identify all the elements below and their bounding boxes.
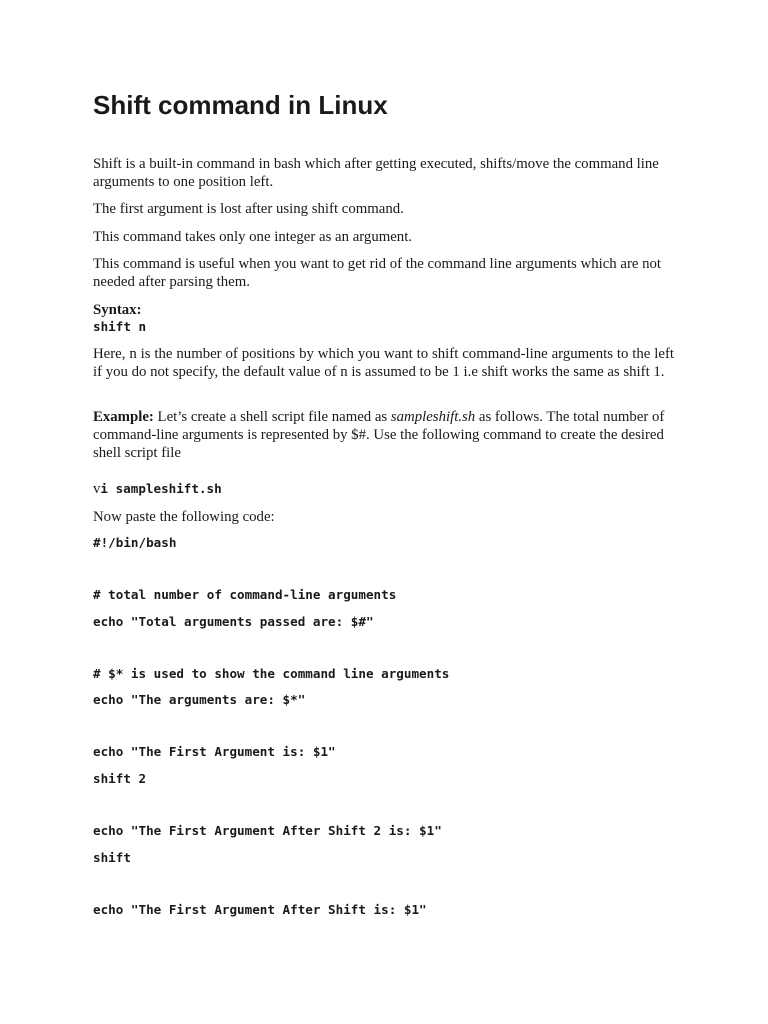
intro-paragraph-3: This command takes only one integer as an argument.: [93, 229, 413, 245]
example-paragraph: [93, 408, 674, 462]
code-line-echo-first: echo "The First Argument is: $1": [93, 744, 336, 759]
code-line-echo-total: echo "Total arguments passed are: $#": [93, 614, 374, 629]
code-line-shift: shift: [93, 850, 131, 865]
code-line-echo-after-shift-2: echo "The First Argument After Shift 2 is: $1": [93, 823, 442, 838]
page-title: Shift command in Linux: [93, 90, 388, 120]
vi-command-prefix: v: [93, 481, 101, 497]
example-text-before: Let’s create a shell script file named as: [153, 409, 391, 425]
code-line-echo-args: echo "The arguments are: $*": [93, 692, 306, 707]
code-line-echo-after-shift: echo "The First Argument After Shift is: $1": [93, 902, 427, 917]
example-text-after: as follows. The total number of command-line arguments is represented by $#. Use the following command to create the desired shell script file: [93, 409, 665, 461]
vi-command-rest: i sampleshift.sh: [100, 481, 222, 496]
code-line-comment-args: # $* is used to show the command line arguments: [93, 666, 450, 681]
intro-paragraph-4: This command is useful when you want to get rid of the command line arguments which are not needed after parsing them.: [93, 256, 662, 290]
intro-paragraph-1: Shift is a built-in command in bash which after getting executed, shifts/move the command line arguments to one position left.: [93, 156, 659, 190]
code-line-comment-total: # total number of command-line arguments: [93, 587, 397, 602]
paste-note: Now paste the following code:: [93, 509, 275, 525]
example-filename: sampleshift.sh: [390, 409, 476, 425]
syntax-command: shift n: [93, 319, 147, 334]
code-line-shebang: #!/bin/bash: [93, 535, 177, 550]
example-label: Example:: [93, 409, 154, 425]
intro-paragraph-2: The first argument is lost after using shift command.: [93, 201, 404, 217]
explanation-paragraph: Here, n is the number of positions by which you want to shift command-line arguments to the left if you do not specify, the default value of n is assumed to be 1 i.e shift works the same as shift 1.: [93, 346, 674, 380]
code-line-shift-2: shift 2: [93, 771, 147, 786]
syntax-label: Syntax:: [93, 302, 142, 318]
vi-command: [93, 481, 222, 497]
